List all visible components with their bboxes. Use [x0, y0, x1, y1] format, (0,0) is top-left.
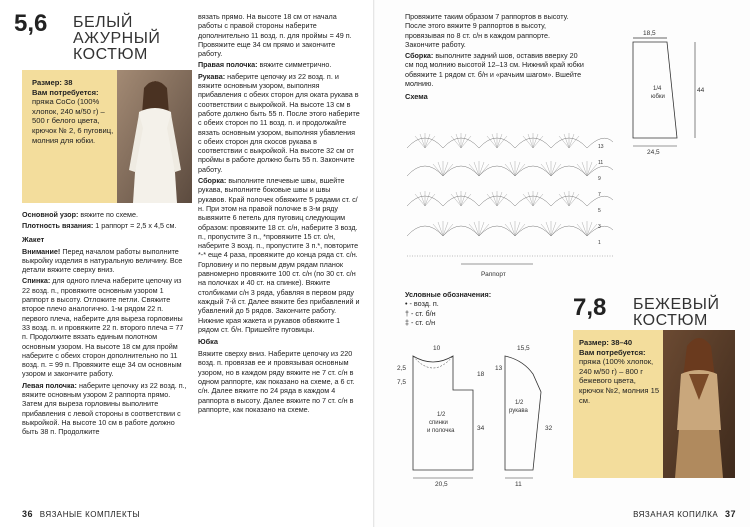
need-text: пряжа (100% хлопок, 240 м/50 г) – 800 г бежевого цвета, крючок №2, молния 15 см.: [579, 357, 660, 405]
svg-text:18: 18: [477, 371, 485, 378]
left-column-2: [198, 12, 360, 416]
model-photo: [117, 70, 192, 203]
materials-box: [22, 70, 192, 203]
axis-number: 1: [598, 240, 601, 246]
sleeves-instructions: Рукава: наберите цепочку из 22 возд. п. и вяжите основным узором, выполняя прибавления с обеих сторон для оката рукава в соответствии с выкройкой. На высоте 13 см в работе должно быть 55 п. После этого наберите с обеих сторон по 11 возд. п. и продолжайте вязать основным узором, выполняя убавления с обеих сторон для скосов рукава в соответствии с выкройкой. На высоте 32 см от проймы в работе должно быть 55 п. Закончите работу.: [198, 71, 360, 174]
model-photo: [663, 330, 735, 478]
basic-pattern: Основной узор: вяжите по схеме.: [22, 210, 138, 219]
svg-text:20,5: 20,5: [435, 481, 448, 488]
legend-item: • - возд. п.: [405, 299, 439, 309]
back-instructions: Спинка: для одного плеча наберите цепочку из 22 возд. п., провяжите основным узором 1 раппорт в высоту. Отложите петли. Свяжите второе плечо аналогично. 1-м рядом 22 п. первого плеча, наберите для выреза горловины 33 возд. п. и провяжите 22 п. второго плеча = 77 п. Продолжите вязать единым полотном основным узором. На высоте 18 см для пройм наберите с обеих сторон дополнительно по 11 возд. п. = 99 п. Провяжите еще 34 см основным узором и закончите работу.: [22, 276, 184, 379]
svg-text:11: 11: [515, 481, 522, 488]
need-label: Вам потребуется:: [32, 87, 99, 97]
section-number: 5,6: [14, 10, 48, 37]
legend-title: Условные обозначения:: [405, 290, 492, 299]
svg-text:2,5: 2,5: [397, 365, 407, 372]
svg-text:15,5: 15,5: [517, 345, 530, 352]
density: Плотность вязания: 1 раппорт = 2,5 х 4,5 см.: [22, 221, 177, 231]
svg-text:7,5: 7,5: [397, 379, 407, 386]
footer-title: ВЯЗАНАЯ КОПИЛКА: [633, 510, 719, 519]
right-front-instructions: Правая полочка: вяжите симметрично.: [198, 60, 332, 70]
title-line: КОСТЮМ: [633, 312, 708, 329]
legend: [405, 290, 535, 327]
axis-number: 9: [598, 176, 601, 182]
left-front-continued: вязать прямо. На высоте 18 см от начала работы с правой стороны наберите дополнительно 11 возд. п. для проймы = 49 п. Провяжите еще 34 см прямо и закончите работу.: [198, 12, 352, 59]
attention: Внимание! Перед началом работы выполните выкройку изделия в натуральную величину. Все детали вяжите сверху вниз.: [22, 246, 183, 275]
jacket-heading: Жакет: [22, 234, 45, 244]
page-number: 36: [22, 509, 34, 519]
footer-title: ВЯЗАНЫЕ КОМПЛЕКТЫ: [39, 510, 141, 519]
skirt-instructions: Вяжите сверху вниз. Наберите цепочку из 220 возд. п. провязав ее и провязывая основным узором, но в каждом ряду вяжите не 7 ст. с/н в одном раппорте, как показано на схеме, а 6 ст. с/н. Далее вяжите по 24 ряда в каждом 4 раппорта в высоту. Далее вяжите по 7 ст. с/н в раппорте, как показано на схеме.: [198, 349, 355, 414]
svg-text:24,5: 24,5: [647, 149, 660, 156]
svg-text:и полочка: и полочка: [427, 428, 455, 434]
axis-number: 13: [598, 144, 604, 150]
title-line: КОСТЮМ: [73, 46, 148, 63]
svg-text:32: 32: [545, 425, 553, 432]
right-page: [375, 0, 750, 527]
assembly-instructions: Сборка: выполните плечевые швы, вшейте рукава, выполните боковые швы и швы рукавов. Край полочек обвяжите 5 рядами ст. с/н. При этом на правой полочке в 3-м ряду вывяжите 6 петель для пуговиц следующим образом: провяжите 18 ст. с/н, наберите 3 возд. п., пропустите 3 п., *провяжите 15 ст. с/н, наберите 3 возд. п., пропустите 3 п.*, повторите *-* еще 4 раза, провяжите до конца ряда ст. с/н. Горловину и по первым двум рядам планок равномерно провяжите 100 ст. с/н (по 30 ст. с/н на полочках и 40 ст. на спинке). Вяжите столбиками с/н 3 ряда, убавляя в первом ряду каждый 7-й ст. Далее вяжите без прибавлений и убавлений до 5 рядов. Закончите работу. Нижние края жакета и рукавов обвяжите 1 рядом ст. б/н. Пришейте пуговицы.: [198, 176, 360, 334]
svg-text:1/2: 1/2: [437, 412, 446, 418]
scheme-label: Схема: [405, 92, 428, 102]
svg-text:спинки: спинки: [429, 420, 448, 426]
axis-number: 5: [598, 208, 601, 214]
title-line: АЖУРНЫЙ: [73, 30, 161, 47]
left-front-instructions: Левая полочка: наберите цепочку из 22 возд. п., вяжите основным узором 2 раппорта прямо. Затем для выреза горловины выполните прибавления с левой стороны в соответствии с выкройкой. На высоте 10 см в работе должно быть 38 п. Продолжите: [22, 380, 187, 437]
svg-text:44: 44: [697, 87, 705, 94]
section-title: [633, 297, 719, 329]
materials-box: [573, 330, 735, 478]
sleeve-pattern: [493, 340, 563, 490]
svg-text:34: 34: [477, 425, 485, 432]
right-footer: [633, 509, 736, 519]
axis-number: 11: [598, 160, 604, 166]
left-column-1: [22, 210, 190, 439]
skirt-assembly: Сборка: выполните задний шов, оставив вверху 20 см под молнию высотой 12–13 см. Нижний край юбки обвяжите 1 рядом ст. б/н и «рачьим шагом». Вшейте молнию.: [405, 51, 584, 89]
axis-number: 3: [598, 224, 601, 230]
title-line: БЕЛЫЙ: [73, 14, 133, 31]
skirt-heading: Юбка: [198, 337, 218, 347]
skirt-pattern: [605, 28, 725, 163]
size-label: Размер: 38: [32, 78, 73, 87]
svg-text:13: 13: [495, 365, 503, 372]
svg-text:18,5: 18,5: [643, 30, 656, 37]
crochet-chart: [403, 128, 618, 288]
legend-item: ‡ - ст. с/н: [405, 317, 436, 327]
legend-item: † - ст. б/н: [405, 308, 436, 318]
size-label: Размер: 38–40: [579, 338, 633, 347]
right-column-text: [405, 12, 585, 102]
svg-text:10: 10: [433, 345, 441, 352]
need-label: Вам потребуется:: [579, 347, 646, 357]
title-line: БЕЖЕВЫЙ: [633, 296, 720, 313]
axis-number: 7: [598, 192, 601, 198]
svg-text:рукава: рукава: [509, 408, 528, 414]
svg-text:1/2: 1/2: [515, 400, 524, 406]
left-footer: [22, 509, 140, 519]
page-number: 37: [724, 509, 736, 519]
rapport-label: Раппорт: [481, 271, 506, 278]
skirt-continued: Провяжите таким образом 7 раппортов в высоту. После этого вяжите 9 раппортов в высоту, провязывая по 8 ст. с/н в каждом раппорте. Закончите работу.: [405, 12, 569, 49]
need-text: пряжа СоСо (100% хлопок, 240 м/50 г) – 500 г белого цвета, крючок № 2, 6 пуговиц, молния для юбки.: [32, 97, 114, 145]
svg-text:юбки: юбки: [651, 94, 665, 100]
section-number: 7,8: [573, 294, 607, 321]
back-pattern: [393, 340, 503, 490]
section-title: [73, 15, 160, 63]
svg-text:1/4: 1/4: [653, 86, 662, 92]
